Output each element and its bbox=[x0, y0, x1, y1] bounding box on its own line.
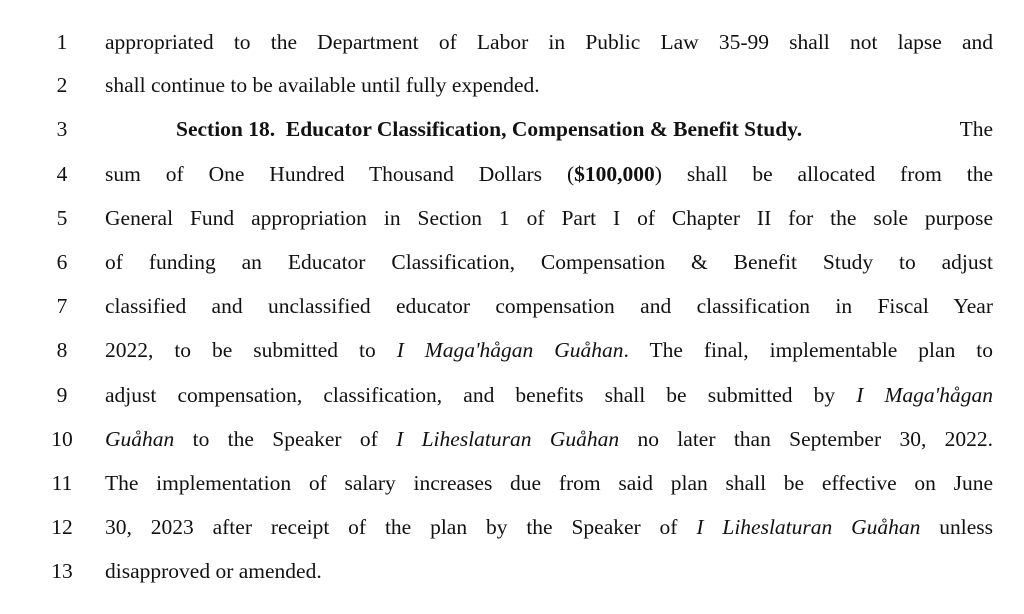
document-line bbox=[0, 373, 1024, 417]
line-number: 7 bbox=[56, 294, 68, 318]
line-text bbox=[105, 284, 993, 328]
document-line bbox=[0, 328, 1024, 372]
document-line bbox=[0, 284, 1024, 328]
line-number: 10 bbox=[51, 427, 73, 451]
italic-name: Guåhan bbox=[105, 427, 175, 451]
document-line bbox=[0, 505, 1024, 549]
amount-bold: $100,000 bbox=[574, 162, 655, 186]
line-number: 3 bbox=[56, 117, 68, 141]
line-text bbox=[105, 373, 993, 417]
document-line bbox=[0, 417, 1024, 461]
line-number: 9 bbox=[56, 383, 68, 407]
document-line bbox=[0, 461, 1024, 505]
line-text-content: The implementation of salary increases due from said plan shall be effective on June bbox=[105, 471, 993, 495]
line-text-content: to the Speaker of bbox=[192, 427, 378, 451]
line-text bbox=[105, 20, 993, 64]
line-number: 11 bbox=[51, 471, 73, 495]
line-number: 4 bbox=[56, 162, 68, 186]
section-heading: Section 18. Educator Classification, Compensation & Benefit Study. bbox=[176, 117, 803, 141]
document-line bbox=[0, 20, 1024, 64]
line-text bbox=[105, 328, 993, 372]
line-text bbox=[105, 549, 993, 593]
line-text-content: no later than September 30, 2022. bbox=[637, 427, 994, 451]
line-text bbox=[105, 196, 993, 240]
line-text-content: The bbox=[959, 117, 993, 141]
line-text-content: of funding an Educator Classification, Compensation & Benefit Study to adjust bbox=[105, 250, 993, 274]
line-text bbox=[105, 152, 993, 196]
document-line bbox=[0, 63, 1024, 107]
line-text-content: appropriated to the Department of Labor in Public Law 35-99 shall not lapse and bbox=[105, 30, 993, 54]
line-text-content: General Fund appropriation in Section 1 of Part I of Chapter II for the sole purpose bbox=[105, 206, 993, 230]
document-line bbox=[0, 240, 1024, 284]
line-text bbox=[176, 107, 993, 151]
italic-name: I Maga'hågan Guåhan bbox=[396, 338, 624, 362]
line-number: 2 bbox=[56, 73, 68, 97]
line-number: 8 bbox=[56, 338, 68, 362]
line-text-content: ) shall be allocated from the bbox=[654, 162, 994, 186]
line-text-content: classified and unclassified educator compensation and classification in Fiscal Year bbox=[105, 294, 993, 318]
document-line bbox=[0, 549, 1024, 593]
line-text bbox=[105, 417, 993, 461]
line-number: 6 bbox=[56, 250, 68, 274]
line-number: 12 bbox=[51, 515, 73, 539]
line-text-content: shall continue to be available until fully expended. bbox=[105, 73, 540, 97]
italic-name: I Maga'hågan bbox=[856, 383, 993, 407]
line-number: 13 bbox=[51, 559, 73, 583]
line-text bbox=[105, 505, 993, 549]
document-line bbox=[0, 107, 1024, 151]
line-text-content: 2022, to be submitted to bbox=[105, 338, 376, 362]
line-text bbox=[105, 240, 993, 284]
line-text-content: sum of One Hundred Thousand Dollars ( bbox=[105, 162, 575, 186]
line-number: 1 bbox=[56, 30, 68, 54]
line-number: 5 bbox=[56, 206, 68, 230]
document-line bbox=[0, 152, 1024, 196]
line-text-content: adjust compensation, classification, and benefits shall be submitted by bbox=[105, 383, 836, 407]
line-text-content: . The final, implementable plan to bbox=[623, 338, 993, 362]
line-text bbox=[105, 63, 993, 107]
document-line bbox=[0, 196, 1024, 240]
line-text-content: disapproved or amended. bbox=[105, 559, 322, 583]
line-text bbox=[105, 461, 993, 505]
line-text-content: 30, 2023 after receipt of the plan by the Speaker of bbox=[105, 515, 678, 539]
italic-name: I Liheslaturan Guåhan bbox=[696, 515, 921, 539]
italic-name: I Liheslaturan Guåhan bbox=[396, 427, 620, 451]
line-text-content: unless bbox=[939, 515, 994, 539]
